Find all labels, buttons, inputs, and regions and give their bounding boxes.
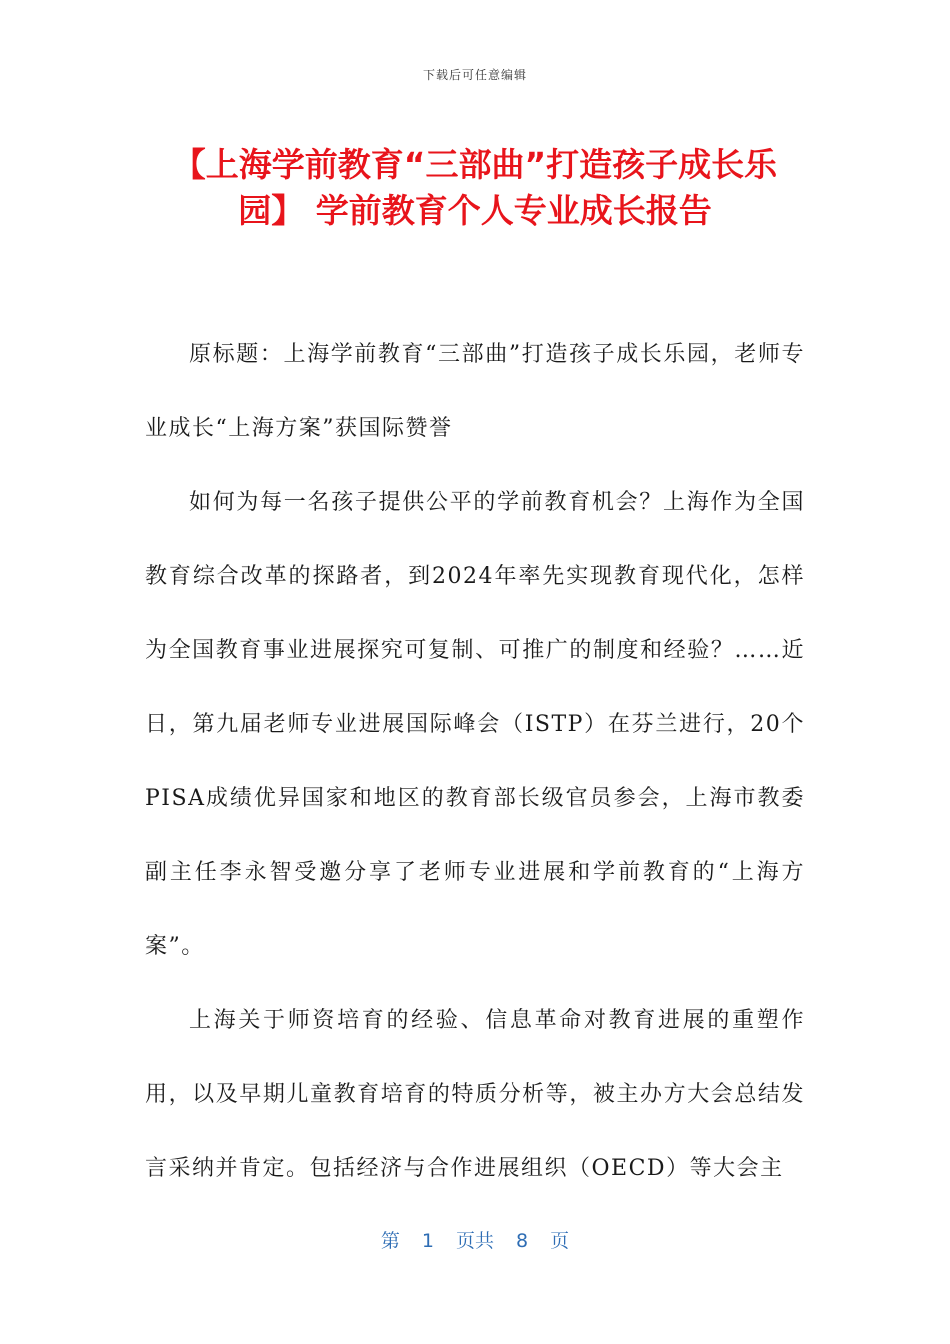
document-body xyxy=(145,318,805,1206)
page-footer xyxy=(0,1226,950,1253)
paragraph-original-title: 原标题：上海学前教育“三部曲”打造孩子成长乐园，老师专业成长“上海方案”获国际赞誉 xyxy=(145,342,805,441)
paragraph-experience: 上海关于师资培育的经验、信息革命对教育进展的重塑作用，以及早期儿童教育培育的特质分析等，被主办方大会总结发言采纳并肯定。包括经济与合作进展组织（OECD）等大会主 xyxy=(145,1008,805,1181)
footer-page-total: 8 xyxy=(516,1230,529,1252)
footer-page-number: 1 xyxy=(421,1230,434,1252)
header-note: 下载后可任意编辑 xyxy=(422,68,527,82)
document-title: 【上海学前教育“三部曲”打造孩子成长乐园】 学前教育个人专业成长报告 xyxy=(172,145,778,230)
footer-page-prefix: 第 xyxy=(380,1230,400,1252)
paragraph-intro: 如何为每一名孩子提供公平的学前教育机会？上海作为全国教育综合改革的探路者，到2024年率先实现教育现代化，怎样为全国教育事业进展探究可复制、可推广的制度和经验？……近日，第九届老师专业进展国际峰会（ISTP）在芬兰进行，20个PISA成绩优异国家和地区的教育部长级官员参会，上海市教委副主任李永智受邀分享了老师专业进展和学前教育的“上海方案”。 xyxy=(145,490,805,959)
footer-page-middle: 页共 xyxy=(455,1230,494,1252)
footer-page-suffix: 页 xyxy=(550,1230,570,1252)
